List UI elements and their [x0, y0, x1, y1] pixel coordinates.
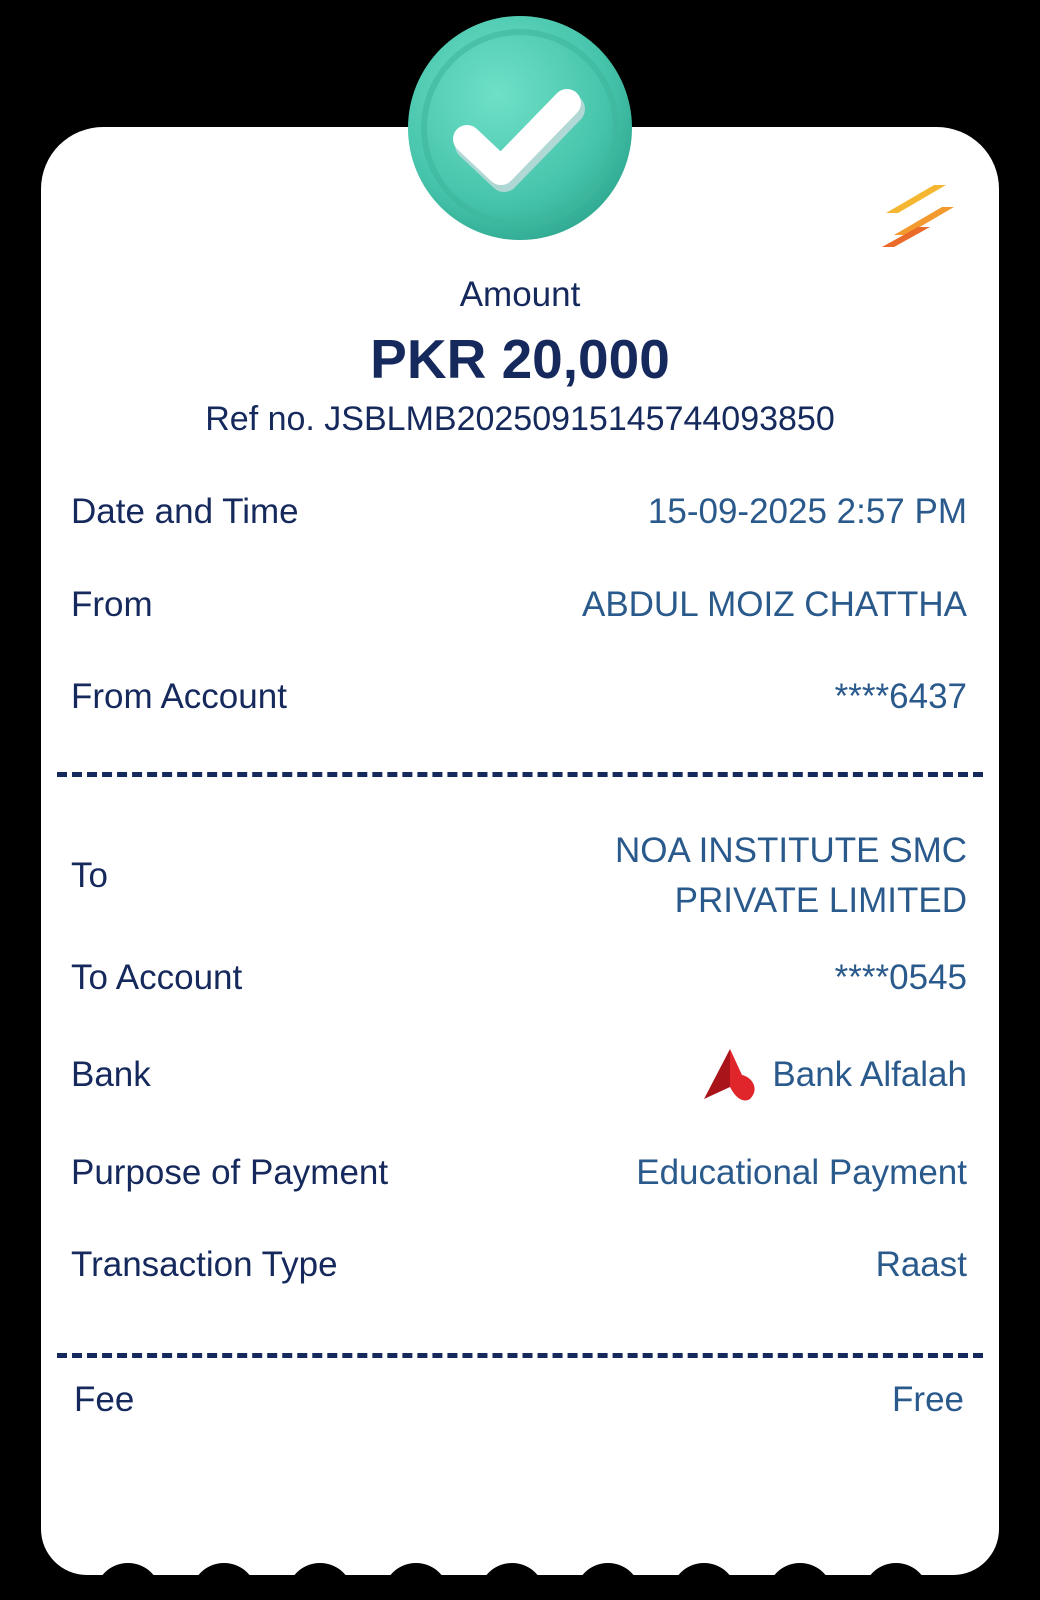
bank-value-group: [702, 1047, 967, 1103]
date-time-value: 15-09-2025 2:57 PM: [647, 492, 967, 531]
scallop: [767, 1563, 833, 1600]
scallop: [575, 1563, 641, 1600]
bank-value: Bank Alfalah: [772, 1055, 967, 1094]
scallop: [287, 1563, 353, 1600]
row-from: [71, 583, 967, 627]
date-time-label: Date and Time: [71, 492, 299, 531]
scallop: [383, 1563, 449, 1600]
to-value: [615, 826, 967, 926]
bank-label: Bank: [71, 1055, 151, 1094]
scallop: [479, 1563, 545, 1600]
to-account-value: ****0545: [834, 958, 967, 997]
scallop: [863, 1563, 929, 1600]
receipt-scalloped-edge: [41, 1530, 999, 1600]
row-date-time: [71, 490, 967, 534]
transaction-type-label: Transaction Type: [71, 1245, 338, 1284]
amount-value: PKR 20,000: [370, 328, 670, 390]
from-label: From: [71, 585, 153, 624]
jsbank-logo-icon: [880, 183, 956, 259]
row-transaction-type: [71, 1243, 967, 1287]
to-label: To: [71, 856, 108, 895]
check-circle-icon: [407, 15, 633, 241]
to-value-line1: NOA INSTITUTE SMC: [615, 831, 967, 870]
bank-alfalah-logo-icon: [702, 1047, 758, 1103]
row-purpose: [71, 1151, 967, 1195]
transaction-type-value: Raast: [875, 1245, 967, 1284]
from-account-label: From Account: [71, 677, 287, 716]
from-value: ABDUL MOIZ CHATTHA: [581, 585, 967, 624]
reference-number: Ref no. JSBLMB20250915145744093850: [205, 400, 835, 438]
fee-label: Fee: [74, 1380, 135, 1419]
scallop: [191, 1563, 257, 1600]
row-fee: [74, 1378, 964, 1422]
row-from-account: [71, 675, 967, 719]
to-account-label: To Account: [71, 958, 243, 997]
purpose-value: Educational Payment: [636, 1153, 967, 1192]
fee-value: Free: [892, 1380, 964, 1419]
dashed-divider: [57, 772, 983, 777]
row-to: [71, 821, 967, 931]
to-value-line2: PRIVATE LIMITED: [674, 881, 967, 920]
from-account-value: ****6437: [834, 677, 967, 716]
dashed-divider: [57, 1353, 983, 1358]
row-bank: [71, 1053, 967, 1097]
purpose-label: Purpose of Payment: [71, 1153, 389, 1192]
scallop: [95, 1563, 161, 1600]
scallop: [671, 1563, 737, 1600]
amount-label: Amount: [459, 275, 581, 314]
row-to-account: [71, 956, 967, 1000]
